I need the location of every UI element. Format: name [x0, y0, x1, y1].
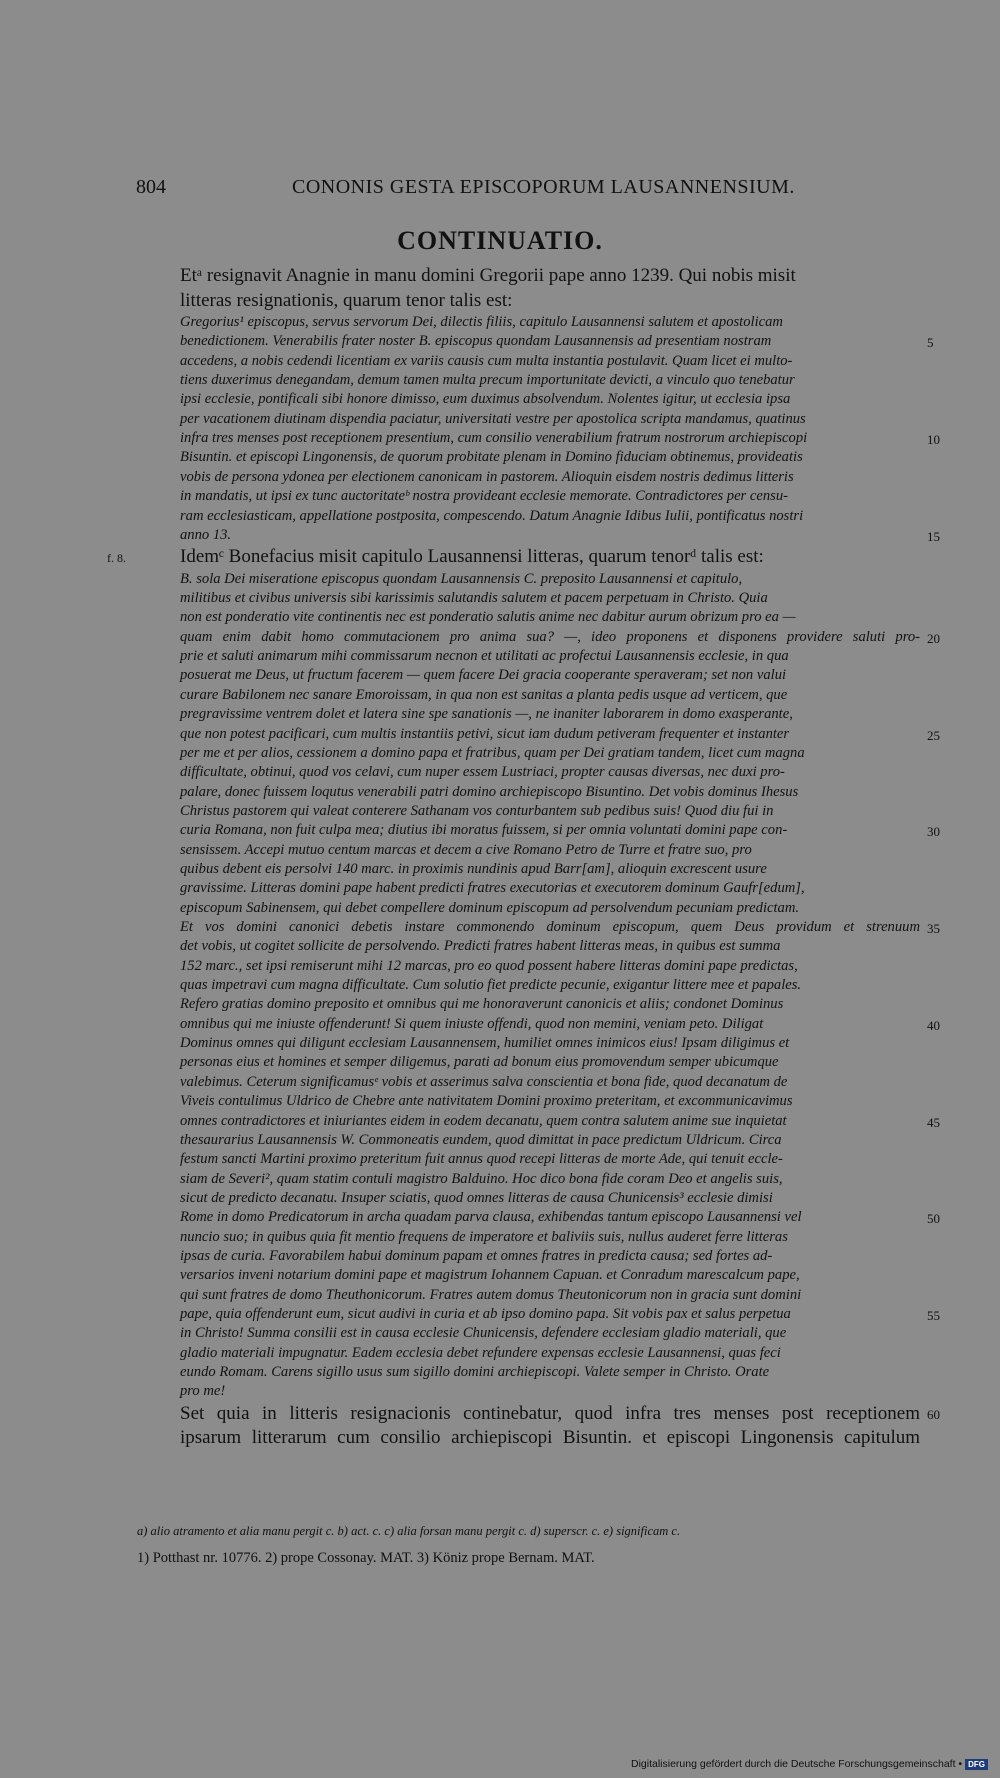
text-line: ipsas de curia. Favorabilem habui dominum papam et omnes fratres in predicta causa; sed fortes ad-	[180, 1247, 773, 1264]
text-line: det vobis, ut cogitet sollicite de persolvendo. Predicti fratres habent litteras meas, in quibus est summa	[180, 938, 781, 955]
text-line: Bisuntin. et episcopi Lingonensis, de quorum probitate plenam in Domino fiduciam obtinemus, provideatis	[180, 449, 803, 466]
text-line: qui sunt fratres de domo Theuthonicorum. Fratres autem domus Theutonicorum non in gracia sunt domini	[180, 1286, 802, 1303]
text-line: Viveis contulimus Uldrico de Chebre ante nativitatem Domini proximo preteritam, et excommunicavimus	[180, 1093, 793, 1110]
text-line: ipsarum litterarum cum consilio archiepiscopi Bisuntin. et episcopi Lingonensis capitulum	[180, 1427, 920, 1449]
line-number: 40	[927, 1017, 940, 1033]
text-line: per vacationem diutinam dispendia paciatur, universitati vestre per apostolica scripta mandamus, quatinus	[180, 410, 806, 427]
page-number: 804	[136, 176, 166, 198]
footnotes-commentary: 1) Potthast nr. 10776. 2) prope Cossonay. MAT. 3) Köniz prope Bernam. MAT.	[137, 1550, 595, 1566]
line-number: 50	[927, 1211, 940, 1227]
text-line: episcopum Sabinensem, qui debet compellere dominum episcopum ad persolvendum pecuniam predictam.	[180, 899, 800, 916]
text-line: Set quia in litteris resignacionis continebatur, quod infra tres menses post receptionem	[180, 1402, 920, 1424]
text-line: pape, quia offenderunt eum, sicut audivi in curia et ab ipso domino papa. Sit vobis pax et salus perpetua	[180, 1306, 791, 1322]
section-title: CONTINUATIO.	[397, 226, 603, 255]
text-line: militibus et civibus universis sibi karissimis salutandis salutem et pacem perpetuam in Christo. Quia	[180, 590, 768, 607]
text-line: pregravissime ventrem dolet et latera sine spe sanationis —, ne inaniter laborarem in domo exasperante,	[180, 706, 793, 723]
line-number: 60	[927, 1406, 940, 1422]
text-line: prie et saluti animarum mihi commissarum necnon et utilitati ac profectui Lausannensis ecclesie, in qua	[180, 648, 789, 665]
text-line: omnibus qui me iniuste offenderunt! Si quem iniuste offendi, quod non memini, veniam peto. Diligat	[180, 1015, 764, 1032]
line-number: 45	[927, 1114, 940, 1130]
text-line: curare Babilonem nec sanare Emoroissam, in qua non est sanitas a planta pedis usque ad verticem, que	[180, 686, 788, 703]
text-line: sicut de predicto decanatu. Insuper sciatis, quod omnes litteras de causa Chunicensis³ ecclesie dimisi	[180, 1189, 773, 1206]
line-number: 10	[927, 432, 940, 448]
text-line: Gregorius¹ episcopus, servus servorum Dei, dilectis filiis, capitulo Lausannensi salutem et apostolicam	[180, 314, 783, 330]
text-line: palare, donec fuissem loqutus venerabili patri domino archiepiscopo Bisuntino. Det vobis dominus Ihesus	[180, 783, 799, 800]
text-line: valebimus. Ceterum significamusᵉ vobis et asserimus salva conscientia et bona fide, quod decanatum de	[180, 1073, 788, 1090]
credit-text: Digitalisierung gefördert durch die Deutsche Forschungsgemeinschaft •	[631, 1758, 963, 1770]
line-number: 30	[927, 824, 940, 840]
text-line: non est ponderatio vite continentis nec est ponderatio salutis anime nec dabitur aurum obrizum pro ea —	[180, 609, 796, 626]
text-line: difficultate, obtinui, quod vos celavi, cum nuper essem Lustriaci, propter causas diversas, nec duxi pro-	[180, 764, 785, 781]
text-line: tiens duxerimus denegandam, demum tamen multa precum importunitate devicti, a vinculo quo tenebatur	[180, 372, 795, 389]
text-line: quibus debent eis persolvi 140 marc. in proximis nundinis apud Barr[am], alioquin excrescent usure	[180, 860, 767, 877]
dfg-logo: DFG	[965, 1759, 988, 1770]
text-line: nuncio suo; in quibus quia fit mentio frequens de imperatore et baliviis suis, nullus auderet ferre litteras	[180, 1228, 788, 1245]
text-line: Idemᶜ Bonefacius misit capitulo Lausannensi litteras, quarum tenorᵈ talis est:	[180, 546, 764, 568]
text-line: gravissime. Litteras domini pape habent predicti fratres executorias et executorem dominum Gaufr[edum],	[180, 880, 805, 897]
text-line: quas impetravi cum magna difficultate. Cum solutio fiet predicte pecunie, exigantur littere mee et papales.	[180, 977, 802, 994]
text-line: Refero gratias domino preposito et omnibus qui me honoraverunt canonicis et aliis; condonet Dominus	[180, 996, 784, 1013]
line-number: 15	[927, 528, 940, 544]
text-line: litteras resignationis, quarum tenor talis est:	[180, 289, 513, 311]
text-line: accedens, a nobis cedendi licentiam ex variis causis cum multa instantia postulavit. Quam licet ei multo-	[180, 352, 793, 369]
text-line: anno 13.	[180, 526, 232, 543]
text-line: curia Romana, non fuit culpa mea; diutius ibi moratus fuissem, si per omnia voluntati domini pape con-	[180, 822, 788, 839]
text-line: in Christo! Summa consilii est in causa ecclesie Chunicensis, defendere ecclesiam gladio materiali, que	[180, 1325, 787, 1342]
text-line: Et vos domini canonici debetis instare commonendo dominum episcopum, quem Deus providum et strenuum	[180, 919, 920, 935]
text-line: per me et per alios, cessionem a domino papa et fratribus, quam per Dei gratiam tandem, licet cum magna	[180, 744, 805, 761]
text-line: pro me!	[180, 1383, 226, 1400]
text-line: vobis de persona ydonea per electionem canonicam in pastorem. Alioquin eisdem nostris dedimus litteris	[180, 468, 794, 485]
text-line: festum sancti Martini proximo preteritum fuit annus quod recepi litteras de morte Ade, qui tenuit eccle-	[180, 1151, 783, 1168]
text-line: que non potest pacificari, cum multis instantiis petivi, sicut iam dudum petiveram frequenter et instanter	[180, 725, 790, 742]
text-line: infra tres menses post receptionem presentium, cum consilio venerabilium fratrum nostrorum archiepiscopi	[180, 430, 808, 447]
text-line: siam de Severi², quam statim contuli magistro Balduino. Hoc dico bona fide coram Deo et angelis suis,	[180, 1170, 783, 1187]
text-line: omnes contradictores et iniuriantes eidem in eodem decanatu, quem contra salutem anime sue inquietat	[180, 1112, 787, 1129]
text-line: quam enim dabit homo commutacionem pro anima sua? —, ideo proponens et disponens providere saluti pro-	[180, 628, 920, 645]
line-number: 55	[927, 1308, 940, 1323]
digitization-credit	[631, 1758, 988, 1770]
folio-marker: f. 8.	[107, 551, 126, 566]
line-number: 25	[927, 727, 940, 743]
text-line: personas eius et homines et semper diligemus, parati ad bonum eius promovendum semper ubicumque	[180, 1054, 779, 1071]
text-line: versarios inveni notarium domini pape et magistrum Iohannem Capuan. et Conradum marescalcum pape,	[180, 1267, 800, 1284]
text-line: eundo Romam. Carens sigillo usus sum sigillo domini archiepiscopi. Valete semper in Christo. Orate	[180, 1364, 770, 1381]
text-line: sensissem. Accepi mutuo centum marcas et decem a cive Romano Petro de Turre et fratre suo, pro	[180, 841, 752, 858]
running-title: CONONIS GESTA EPISCOPORUM LAUSANNENSIUM.	[292, 176, 795, 198]
text-line: B. sola Dei miseratione episcopus quondam Lausannensis C. preposito Lausannensi et capitulo,	[180, 570, 743, 587]
text-line: ram ecclesiasticam, appellatione postposita, compescendo. Datum Anagnie Idibus Iulii, pontificatus nostri	[180, 507, 804, 524]
text-line: in mandatis, ut ipsi ex tunc auctoritateᵇ nostra provideant ecclesie memorate. Contradictores per censu-	[180, 488, 788, 505]
text-line: ipsi ecclesie, pontificali sibi honore dimisso, eum duximus absolvendum. Nolentes igitur, ut ecclesia ipsa	[180, 391, 791, 408]
text-line: 152 marc., set ipsi remiserunt mihi 12 marcas, pro eo quod possent habere litteras domini pape predictas,	[180, 957, 798, 974]
line-number: 20	[927, 630, 940, 646]
text-line: benedictionem. Venerabilis frater noster B. episcopus quondam Lausannensis ad presentiam nostram	[180, 333, 772, 350]
text-line: thesaurarius Lausannensis W. Commoneatis eundem, quod dimittat in pace predictum Uldricum. Circa	[180, 1131, 782, 1148]
text-line: Rome in domo Predicatorum in archa quadam parva clausa, exhibendas tantum episcopo Lausannensi vel	[180, 1209, 802, 1226]
text-line: posuerat me Deus, ut fructum facerem — quem facere Dei gracia cooperante speraveram; set non valui	[180, 667, 787, 684]
text-line: Etᵃ resignavit Anagnie in manu domini Gregorii pape anno 1239. Qui nobis misit	[180, 265, 796, 286]
line-number: 5	[927, 335, 934, 351]
text-line: gladio materiali impugnatur. Eadem ecclesia debet refundere expensas ecclesie Lausannensi, quas feci	[180, 1344, 781, 1361]
footnotes-critical: a) alio atramento et alia manu pergit c. b) act. c. c) alia forsan manu pergit c. d) superscr. c. e) significam c.	[137, 1524, 681, 1538]
line-number: 35	[927, 921, 940, 936]
text-line: Dominus omnes qui diligunt ecclesiam Lausannensem, humiliet omnes inimicos eius! Ipsam diligimus et	[180, 1035, 790, 1052]
text-line: Christus pastorem qui valeat conterere Sathanam vos conturbantem sub pedibus suis! Quod diu fui in	[180, 802, 774, 819]
